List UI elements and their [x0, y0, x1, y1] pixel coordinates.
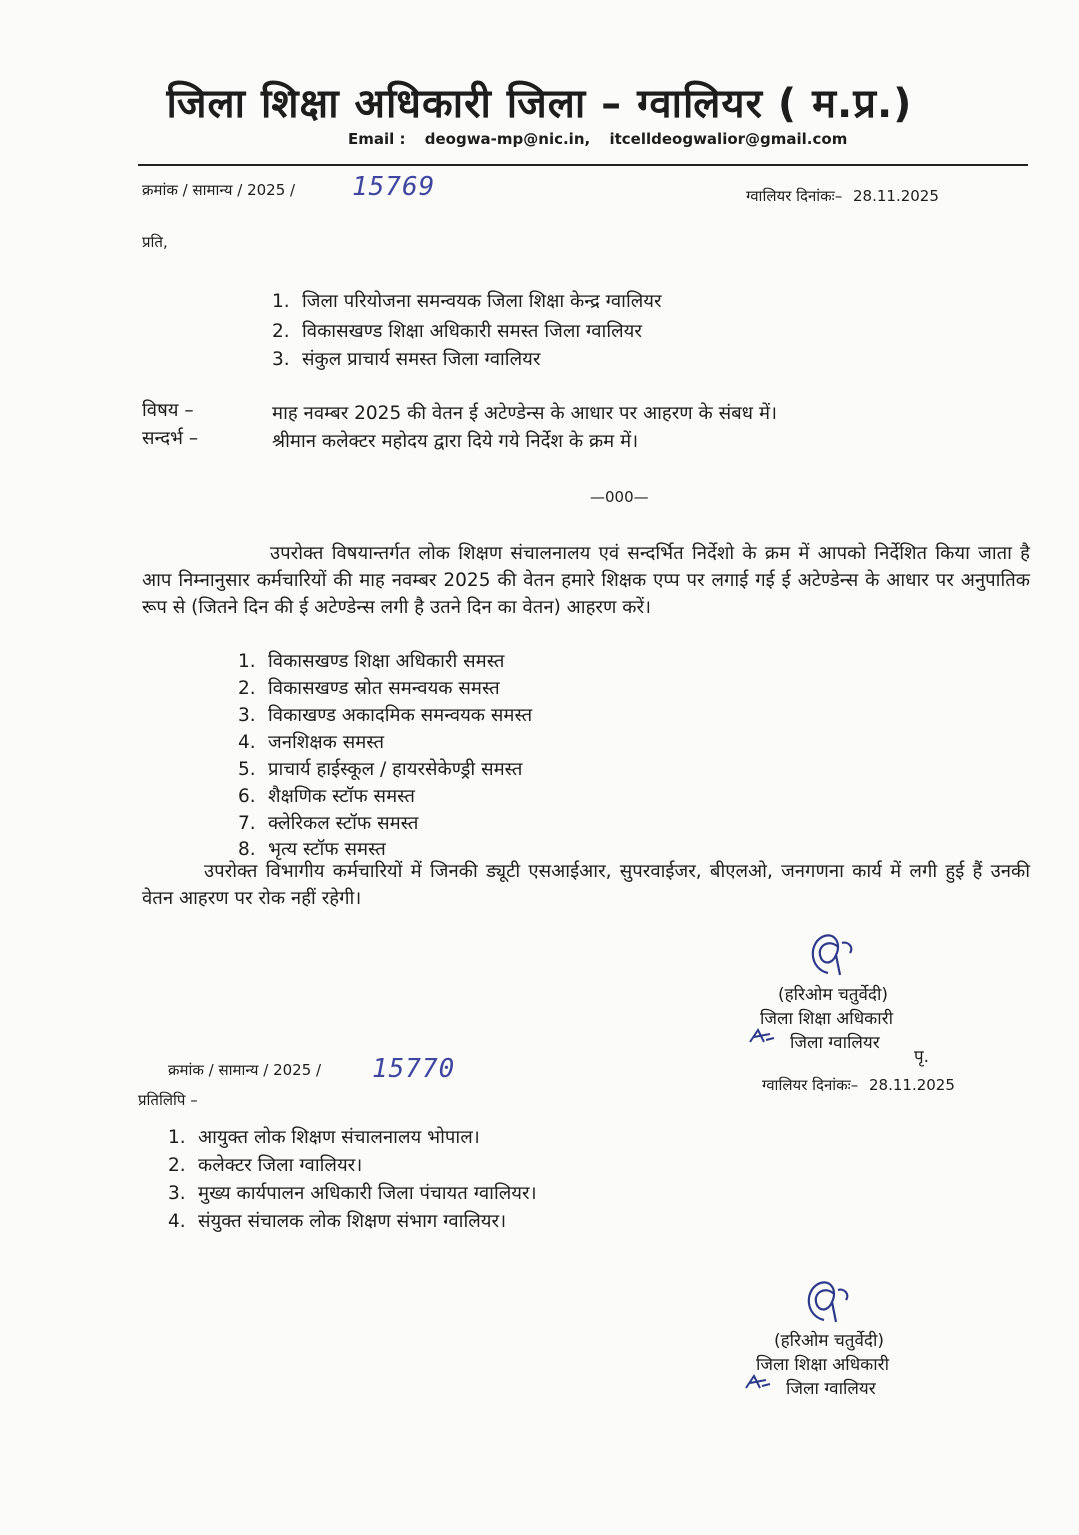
ref-number-prefix: क्रमांक / सामान्य / 2025 /: [142, 181, 296, 199]
list-item: 6. शैक्षणिक स्टॉफ समस्त: [238, 786, 415, 807]
list-item: 3. संकुल प्राचार्य समस्त जिला ग्वालियर: [272, 349, 541, 370]
list-item: 5. प्राचार्य हाईस्कूल / हायरसेकेण्ड्री समस्त: [238, 759, 523, 780]
list-item: 1. आयुक्त लोक शिक्षण संचालनालय भोपाल।: [168, 1127, 480, 1148]
list-item: 1. विकासखण्ड शिक्षा अधिकारी समस्त: [238, 651, 505, 672]
copy-label: प्रतिलिपि –: [138, 1091, 198, 1109]
list-item: 4. जनशिक्षक समस्त: [238, 732, 385, 753]
signature-2-designation: जिला शिक्षा अधिकारी: [756, 1355, 889, 1375]
office-title: जिला शिक्षा अधिकारी जिला – ग्वालियर ( म.प्र.): [166, 81, 913, 127]
signature-2-mark: [796, 1272, 866, 1332]
list-item: 7. क्लेरिकल स्टॉफ समस्त: [238, 813, 419, 834]
instruction-paragraph: उपरोक्त विषयान्तर्गत लोक शिक्षण संचालनालय एवं सन्दर्भित निर्देशो के क्रम में आपको निर्देशित किया जाता है आप निम्नानुसार कर्मचारियों की माह नवम्बर 2025 की वेतन हमारे शिक्षक एप्प पर लगाई गई ई अटेण्डेन्स के आधार पर अनुपातिक रूप से (जितने दिन की ई अटेण्डेन्स लगी है उतने दिन का वेतन) आहरण करें।: [142, 543, 1030, 618]
list-item: 2. कलेक्टर जिला ग्वालियर।: [168, 1155, 363, 1176]
header-divider: [138, 164, 1028, 166]
list-item: 8. भृत्य स्टॉफ समस्त: [238, 839, 386, 860]
email-label: Email :: [348, 130, 406, 148]
email-line: [348, 130, 861, 148]
reference-text: श्रीमान कलेक्टर महोदय द्वारा दिये गये निर्देश के क्रम में।: [272, 431, 639, 452]
ref2-number-prefix: क्रमांक / सामान्य / 2025 /: [168, 1061, 322, 1079]
ref2-number-handwritten: 15770: [372, 1054, 456, 1084]
signature-1-name: (हरिओम चतुर्वेदी): [778, 985, 888, 1005]
signature-2-place: जिला ग्वालियर: [786, 1379, 876, 1399]
signature-1-place: जिला ग्वालियर: [790, 1033, 880, 1053]
endorsement-mark: पृ.: [914, 1047, 930, 1067]
email-gmail-link[interactable]: itcelldeogwalior@gmail.com: [609, 130, 848, 148]
initial-2-mark: [744, 1374, 772, 1392]
list-item: 1. जिला परियोजना समन्वयक जिला शिक्षा केन्द्र ग्वालियर: [272, 291, 662, 312]
reference-label: सन्दर्भ –: [142, 428, 199, 449]
signature-1-mark: [800, 925, 870, 985]
list-item: 3. मुख्य कार्यपालन अधिकारी जिला पंचायत ग्वालियर।: [168, 1183, 537, 1204]
ref-date-label: ग्वालियर दिनांकः–: [746, 187, 843, 205]
ref2-date: [762, 1075, 955, 1095]
exemption-paragraph: उपरोक्त विभागीय कर्मचारियों में जिनकी ड्यूटी एसआईआर, सुपरवाईजर, बीएलओ, जनगणना कार्य में लगी हुई हैं उनकी वेतन आहरण पर रोक नहीं रहेगी।: [142, 861, 1030, 909]
list-item: 3. विकाखण्ड अकादमिक समन्वयक समस्त: [238, 705, 533, 726]
signature-2-name: (हरिओम चतुर्वेदी): [774, 1331, 884, 1351]
to-label: प्रति,: [142, 233, 168, 251]
ref-date-value: 28.11.2025: [853, 187, 939, 205]
list-item: 2. विकासखण्ड शिक्षा अधिकारी समस्त जिला ग्वालियर: [272, 321, 642, 342]
subject-label: विषय –: [142, 400, 194, 421]
list-item: 2. विकासखण्ड स्रोत समन्वयक समस्त: [238, 678, 500, 699]
signature-1-designation: जिला शिक्षा अधिकारी: [760, 1009, 893, 1029]
list-item: 4. संयुक्त संचालक लोक शिक्षण संभाग ग्वालियर।: [168, 1211, 507, 1232]
section-divider: —000—: [590, 488, 649, 506]
email-nic-link[interactable]: deogwa-mp@nic.in,: [424, 130, 591, 148]
ref2-date-label: ग्वालियर दिनांकः–: [762, 1076, 859, 1094]
ref-number-handwritten: 15769: [352, 172, 436, 202]
initial-1-mark: [748, 1028, 776, 1046]
ref-date: [746, 186, 939, 206]
subject-text: माह नवम्बर 2025 की वेतन ई अटेण्डेन्स के आधार पर आहरण के संबध में।: [272, 403, 778, 424]
ref2-date-value: 28.11.2025: [869, 1076, 955, 1094]
